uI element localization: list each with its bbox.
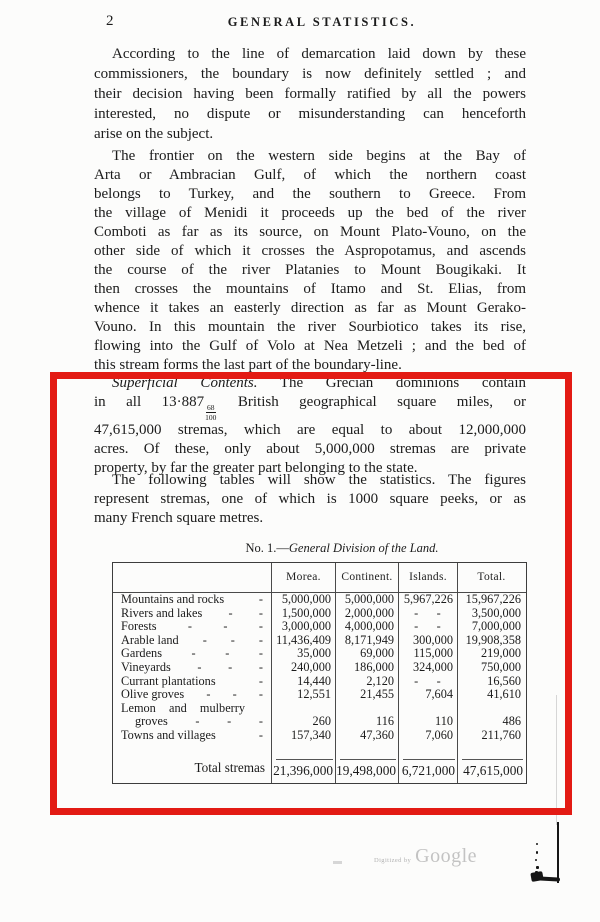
paragraph-following-tables [94,471,526,528]
text-line: property, by far the greater part belonging to the state. [94,460,418,476]
header-cell-total: Total. [457,563,525,592]
running-title: GENERAL STATISTICS. [227,15,417,29]
text-line: other side of which it crosses the Aspropotamus, and ascends [94,243,526,259]
text-line: The following tables will show the statistics. The figures [112,472,526,488]
table-row: Towns and villages - 157,340 47,360 7,060 211,760 [113,729,526,743]
text-line: 47,615,000 stremas, which are equal to about 12,000,000 [94,422,526,438]
scan-artifact-smudge [333,861,342,864]
text-line: According to the line of demarcation laid down by these [112,46,526,62]
table-header-row [113,563,526,593]
table-footer-row: Total stremas 21,396,000 19,498,000 6,721,000 47,615,000 [113,756,526,783]
total-label: Total stremas [194,759,265,775]
text-line: Arta or Ambracian Gulf, of which the northern coast [94,167,526,183]
scan-artifact-line [557,822,559,883]
text-line: arise on the subject. [94,126,214,142]
table-row: Currant plantations - 14,440 2,120 - - 16,560 [113,675,526,689]
table-row: Rivers and lakes - - 1,500,000 2,000,000 - - 3,500,000 [113,607,526,621]
table-row: Arable land - - - 11,436,409 8,171,949 300,000 19,908,358 [113,634,526,648]
google-logo: Google [415,845,478,867]
text-line: flowing into the Gulf of Volo at Nea Metzeli ; and the bed of [94,338,526,354]
header-cell-morea: Morea. [271,563,335,592]
sum-rule [403,759,455,760]
header-cell-blank [113,563,271,592]
text-line: their decision having been formally ratified by all the powers [94,86,526,102]
text-line: whence it takes an easterly direction as far as Mount Gerako- [94,300,526,316]
page-number: 2 [106,13,114,29]
scan-artifact-dot [535,859,537,861]
text-line: belongs to Turkey, and the southern to Greece. From [94,186,526,202]
text-line: Superficial Contents. The Grecian dominions contain [112,375,526,391]
scan-edge-line [556,695,557,825]
table-caption: No. 1.—General Division of the Land. [245,541,439,555]
table-row: Vineyards - - - 240,000 186,000 324,000 750,000 [113,661,526,675]
header-cell-islands: Islands. [398,563,457,592]
table-row: Gardens - - - 35,000 69,000 115,000 219,000 [113,647,526,661]
text-line: Comboti as far as its source, on Mount Plato-Vouno, on the [94,224,526,240]
scan-artifact-dot [536,851,538,854]
text-line: many French square metres. [94,510,264,526]
text-line: this stream forms the last part of the boundary-line. [94,357,402,373]
text-line: the course of the river Platanies to Mount Bougikaki. It [94,262,526,278]
land-division-table [112,562,527,784]
text-line: interested, no dispute or misunderstanding can henceforth [94,106,526,122]
table-row: Olive groves - - - 12,551 21,455 7,604 41,610 [113,688,526,702]
scan-artifact-dot [536,843,538,845]
text-line: commissioners, the boundary is now definitely settled ; and [94,66,526,82]
sum-rule [462,759,523,760]
text-line: then crosses the mountains of Itamo and St. Elias, from [94,281,526,297]
paragraph-boundary-settled [94,44,526,144]
table-row: groves - - - 260 116 110 486 [113,715,526,729]
table-spacer-row [113,743,526,756]
scan-artifact-dot [535,871,538,874]
table-row: Lemon and mulberry [113,702,526,716]
text-line: The frontier on the western side begins at the Bay of [112,148,526,164]
digitized-by-label: Digitized by [374,857,412,864]
sum-rule [340,759,396,760]
text-line: Vouno. In this mountain the river Sourbiotico takes its rise, [94,319,526,335]
paragraph-frontier [94,147,526,375]
header-cell-continent: Continent. [335,563,398,592]
italic-lead: Superficial Contents. [112,375,258,391]
text-line: in all 13·887 $\frac{68}{100}$ British geographical square miles, or [94,394,526,422]
paragraph-superficial-contents [94,374,526,478]
text-line: represent stremas, one of which is 1000 square peeks, or as [94,491,526,507]
scan-artifact-dot [536,866,539,869]
fraction-68-100: $\frac{68}{100}$ [205,403,217,422]
table-row: Forests - - - 3,000,000 4,000,000 - - 7,000,000 [113,620,526,634]
sum-rule [276,759,333,760]
text-line: the village of Menidi it proceeds up the bed of the river [94,205,526,221]
watermark [374,845,477,868]
table-row: Mountains and rocks - 5,000,000 5,000,000 5,967,226 15,967,226 [113,593,526,607]
text-line: acres. Of these, only about 5,000,000 stremas are private [94,441,526,457]
